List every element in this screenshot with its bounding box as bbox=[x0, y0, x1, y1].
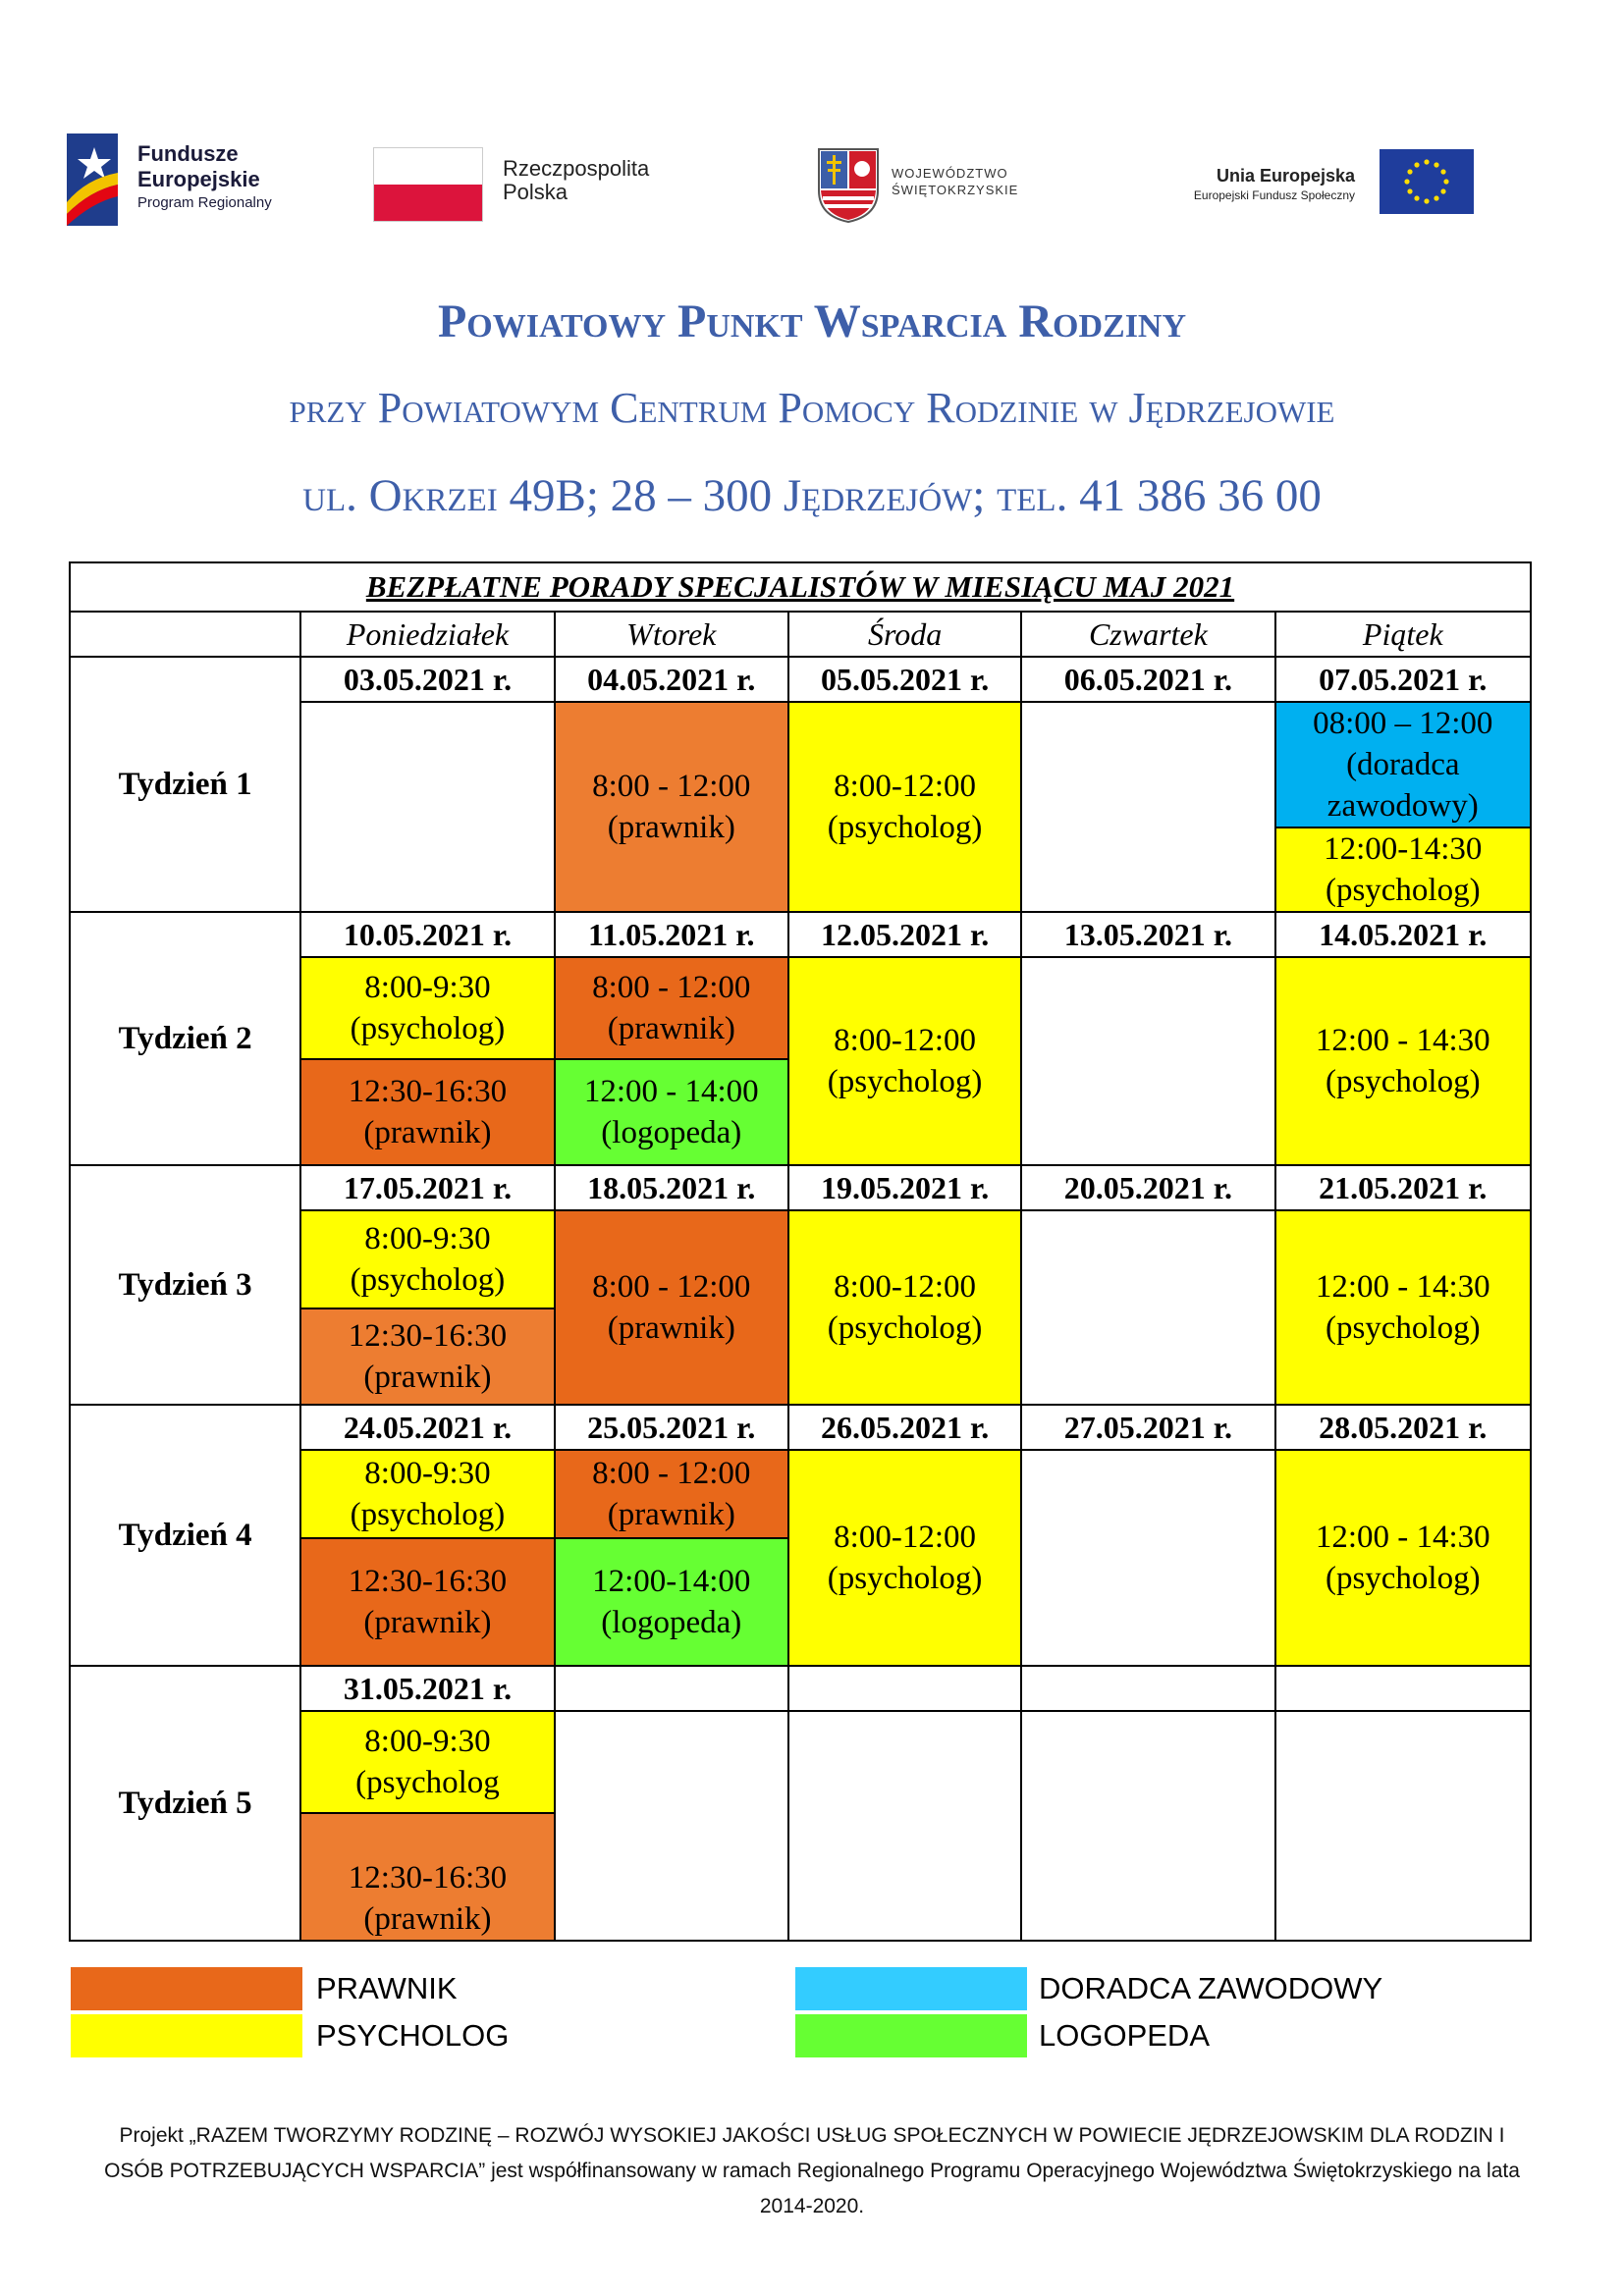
slot-prawnik: 12:30-16:30 (prawnik) bbox=[300, 1538, 554, 1666]
legend-swatch-prawnik bbox=[71, 1967, 302, 2010]
legend bbox=[69, 1963, 1532, 2061]
woj-logo-line1: WOJEWÓDZTWO bbox=[892, 166, 1008, 181]
empty-slot bbox=[1021, 1450, 1274, 1666]
date-cell: 24.05.2021 r. bbox=[300, 1405, 554, 1450]
week-date-row bbox=[70, 657, 1531, 702]
week-label: Tydzień 2 bbox=[70, 912, 300, 1165]
week-label: Tydzień 5 bbox=[70, 1666, 300, 1941]
date-cell bbox=[788, 1666, 1021, 1711]
empty-slot bbox=[555, 1711, 788, 1941]
day-header: Poniedziałek bbox=[300, 612, 554, 657]
legend-label-prawnik: PRAWNIK bbox=[316, 1971, 458, 2005]
date-cell: 21.05.2021 r. bbox=[1275, 1165, 1531, 1210]
date-cell: 28.05.2021 r. bbox=[1275, 1405, 1531, 1450]
slot-psycholog: 12:00 - 14:30 (psycholog) bbox=[1275, 1210, 1531, 1405]
day-header: Wtorek bbox=[555, 612, 788, 657]
wojewodztwo-swietokrzyskie-logo bbox=[817, 128, 1072, 236]
slot-psycholog: 12:00-14:30 (psycholog) bbox=[1275, 828, 1531, 912]
unia-europejska-logo bbox=[1159, 128, 1492, 236]
legend-swatch-logopeda bbox=[795, 2014, 1027, 2057]
slot-prawnik: 8:00 - 12:00 (prawnik) bbox=[555, 1450, 788, 1538]
legend-label-doradca: DORADCA ZAWODOWY bbox=[1039, 1971, 1383, 2005]
empty-slot bbox=[1021, 957, 1274, 1165]
slot-prawnik: 8:00 - 12:00 (prawnik) bbox=[555, 702, 788, 912]
week-date-row bbox=[70, 1405, 1531, 1450]
schedule-table bbox=[69, 561, 1532, 1942]
fundusze-europejskie-flag-icon bbox=[67, 133, 118, 226]
legend-label-psycholog: PSYCHOLOG bbox=[316, 2018, 510, 2053]
slot-psycholog: 8:00-9:30 (psycholog) bbox=[300, 1450, 554, 1538]
day-header: Piątek bbox=[1275, 612, 1531, 657]
slot-psycholog: 8:00-9:30 (psycholog) bbox=[300, 957, 554, 1059]
date-cell bbox=[555, 1666, 788, 1711]
date-cell: 07.05.2021 r. bbox=[1275, 657, 1531, 702]
empty-slot bbox=[300, 702, 554, 912]
week-date-row bbox=[70, 912, 1531, 957]
date-cell: 13.05.2021 r. bbox=[1021, 912, 1274, 957]
day-header-row bbox=[70, 612, 1531, 657]
logo-bar bbox=[0, 128, 1624, 236]
slot-psycholog: 8:00-12:00 (psycholog) bbox=[788, 957, 1021, 1165]
legend-label-logopeda: LOGOPEDA bbox=[1039, 2018, 1210, 2053]
fundusze-europejskie-logo bbox=[67, 128, 312, 236]
organization-subtitle: przy Powiatowym Centrum Pomocy Rodzinie w Jędrzejowie bbox=[289, 384, 1335, 432]
slot-prawnik: 12:30-16:30 (prawnik) bbox=[300, 1813, 554, 1941]
rp-logo-line1: Rzeczpospolita bbox=[503, 156, 650, 181]
date-cell: 26.05.2021 r. bbox=[788, 1405, 1021, 1450]
fundusze-logo-line3: Program Regionalny bbox=[137, 194, 272, 211]
empty-slot bbox=[1275, 1711, 1531, 1941]
organization-title: Powiatowy Punkt Wsparcia Rodziny bbox=[437, 295, 1187, 347]
slot-psycholog: 8:00-12:00 (psycholog) bbox=[788, 1210, 1021, 1405]
legend-swatch-psycholog bbox=[71, 2014, 302, 2057]
date-cell: 03.05.2021 r. bbox=[300, 657, 554, 702]
date-cell: 25.05.2021 r. bbox=[555, 1405, 788, 1450]
slot-logopeda: 12:00 - 14:00 (logopeda) bbox=[555, 1059, 788, 1165]
rp-logo-line2: Polska bbox=[503, 180, 568, 204]
date-cell: 19.05.2021 r. bbox=[788, 1165, 1021, 1210]
empty-slot bbox=[1021, 1210, 1274, 1405]
ue-logo-line1: Unia Europejska bbox=[1216, 166, 1355, 186]
date-cell: 27.05.2021 r. bbox=[1021, 1405, 1274, 1450]
date-cell: 18.05.2021 r. bbox=[555, 1165, 788, 1210]
slot-prawnik: 8:00 - 12:00 (prawnik) bbox=[555, 1210, 788, 1405]
date-cell: 14.05.2021 r. bbox=[1275, 912, 1531, 957]
date-cell: 31.05.2021 r. bbox=[300, 1666, 554, 1711]
empty-slot bbox=[788, 1711, 1021, 1941]
eu-flag-icon bbox=[1380, 149, 1474, 214]
slot-psycholog: 8:00-12:00 (psycholog) bbox=[788, 702, 1021, 912]
polish-flag-icon bbox=[373, 147, 483, 222]
slot-logopeda: 12:00-14:00 (logopeda) bbox=[555, 1538, 788, 1666]
rzeczpospolita-polska-logo bbox=[373, 128, 697, 236]
fundusze-logo-line1: Fundusze bbox=[137, 141, 239, 166]
day-header: Środa bbox=[788, 612, 1021, 657]
date-cell: 06.05.2021 r. bbox=[1021, 657, 1274, 702]
slot-doradca: 08:00 – 12:00 (doradca zawodowy) bbox=[1275, 702, 1531, 828]
ue-logo-line2: Europejski Fundusz Społeczny bbox=[1193, 188, 1355, 202]
week-date-row bbox=[70, 1165, 1531, 1210]
slot-psycholog: 12:00 - 14:30 (psycholog) bbox=[1275, 1450, 1531, 1666]
day-header-empty bbox=[70, 612, 300, 657]
slot-prawnik: 8:00 - 12:00 (prawnik) bbox=[555, 957, 788, 1059]
empty-slot bbox=[1021, 1711, 1274, 1941]
project-footer: Projekt „RAZEM TWORZYMY RODZINĘ – ROZWÓJ WYSOKIEJ JAKOŚCI USŁUG SPOŁECZNYCH W POWIECIE JĘDRZEJOWSKIM DLA RODZIN I OSÓB POTRZEBUJĄCYCH WSPARCIA” jest współfinansowany w ramach Regionalnego Programu Operacyjnego Województwa Świętokrzyskiego na lata 2014-2020. bbox=[104, 2124, 1520, 2217]
organization-address: ul. Okrzei 49B; 28 – 300 Jędrzejów; tel. 41 386 36 00 bbox=[302, 470, 1322, 521]
date-cell: 05.05.2021 r. bbox=[788, 657, 1021, 702]
date-cell bbox=[1021, 1666, 1274, 1711]
empty-slot bbox=[1021, 702, 1274, 912]
slot-psycholog: 8:00-9:30 (psycholog bbox=[300, 1711, 554, 1813]
date-cell: 04.05.2021 r. bbox=[555, 657, 788, 702]
date-cell: 11.05.2021 r. bbox=[555, 912, 788, 957]
week-label: Tydzień 1 bbox=[70, 657, 300, 912]
slot-prawnik: 12:30-16:30 (prawnik) bbox=[300, 1308, 554, 1405]
date-cell bbox=[1275, 1666, 1531, 1711]
week-label: Tydzień 4 bbox=[70, 1405, 300, 1666]
week-label: Tydzień 3 bbox=[70, 1165, 300, 1405]
crest-icon bbox=[817, 145, 880, 224]
date-cell: 10.05.2021 r. bbox=[300, 912, 554, 957]
fundusze-logo-line2: Europejskie bbox=[137, 167, 260, 191]
woj-logo-line2: ŚWIĘTOKRZYSKIE bbox=[892, 183, 1019, 197]
slot-psycholog: 8:00-12:00 (psycholog) bbox=[788, 1450, 1021, 1666]
legend-swatch-doradca bbox=[795, 1967, 1027, 2010]
slot-psycholog: 12:00 - 14:30 (psycholog) bbox=[1275, 957, 1531, 1165]
week-date-row bbox=[70, 1666, 1531, 1711]
date-cell: 20.05.2021 r. bbox=[1021, 1165, 1274, 1210]
day-header: Czwartek bbox=[1021, 612, 1274, 657]
date-cell: 17.05.2021 r. bbox=[300, 1165, 554, 1210]
slot-psycholog: 8:00-9:30 (psycholog) bbox=[300, 1210, 554, 1308]
schedule-title: BEZPŁATNE PORADY SPECJALISTÓW W MIESIĄCU MAJ 2021 bbox=[70, 562, 1531, 612]
date-cell: 12.05.2021 r. bbox=[788, 912, 1021, 957]
slot-prawnik: 12:30-16:30 (prawnik) bbox=[300, 1059, 554, 1165]
